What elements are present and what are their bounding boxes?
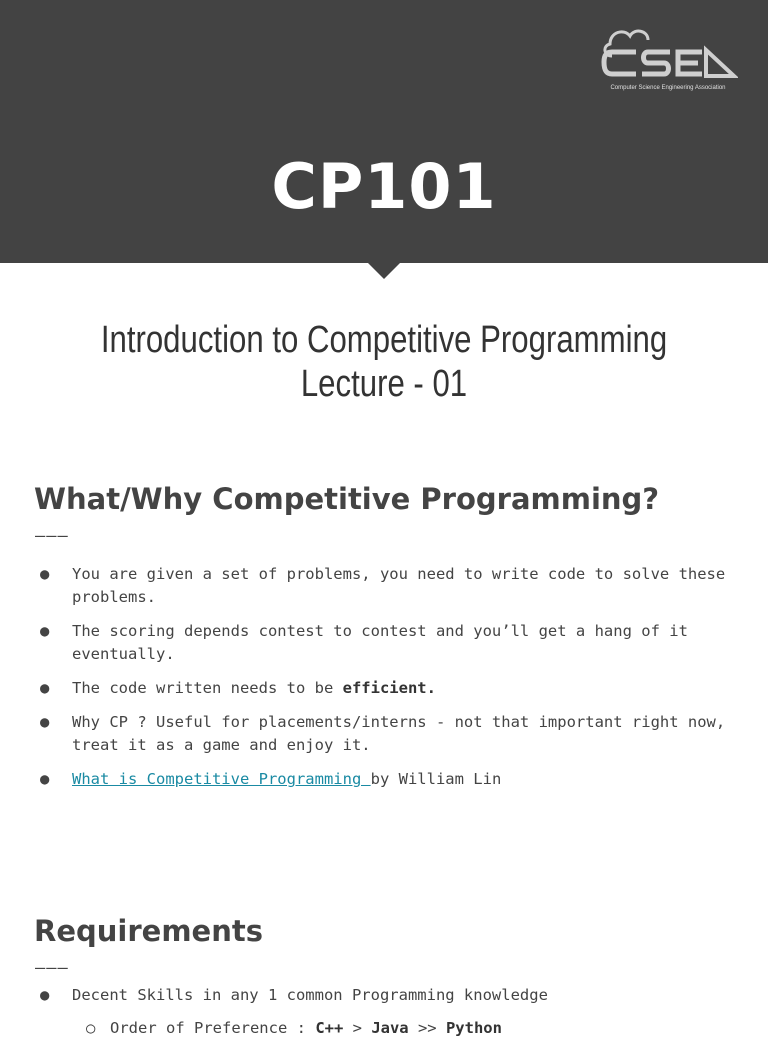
bold-efficient: efficient. [342,679,436,697]
lecture-subtitle [69,318,699,406]
section-title-what-why: What/Why Competitive Programming? [34,482,660,516]
deck-title: CP101 [271,150,497,223]
section-title-requirements: Requirements [34,914,263,948]
bullet-dot-icon: ● [40,622,50,640]
logo-caption: Computer Science Engineering Association [610,85,726,91]
bullet-list-requirements [40,984,740,1051]
list-item: ● The code written needs to be efficient. [40,677,740,700]
bullet-dot-icon: ● [40,770,50,788]
header-banner [0,0,768,263]
list-item: ● You are given a set of problems, you need to write code to solve these problems. [40,565,726,606]
what-is-cp-link[interactable]: What is Competitive Programming [72,770,371,788]
bullet-list-what-why [40,563,740,802]
section-divider-1: ——— [35,526,69,546]
sub-bullet-dot-icon: ○ [86,1019,96,1037]
csea-logo [598,22,738,94]
bullet-dot-icon: ● [40,565,50,583]
list-item: ● What is Competitive Programming by William Lin [40,768,740,791]
list-item: ● Why CP ? Useful for placements/interns - not that important right now, treat it as a game and enjoy it. [40,713,726,754]
subtitle-line-1: Introduction to Competitive Programming [100,319,668,361]
list-item: ○ Order of Preference : C++ > Java >> Python [72,1017,740,1040]
section-divider-2: ——— [35,958,69,978]
bullet-dot-icon: ● [40,713,50,731]
bullet-dot-icon: ● [40,986,50,1004]
bullet-dot-icon: ● [40,679,50,697]
list-item: ● The scoring depends contest to contest and you’ll get a hang of it eventually. [40,622,688,663]
subtitle-line-2: Lecture - 01 [300,363,468,405]
cloud-logo-icon [598,22,738,84]
sub-bullet-list [72,1017,740,1040]
list-item: ● Decent Skills in any 1 common Programming knowledge ○ Order of Preference : C++ > Java >> Python [40,984,740,1040]
header-arrow [368,263,400,279]
